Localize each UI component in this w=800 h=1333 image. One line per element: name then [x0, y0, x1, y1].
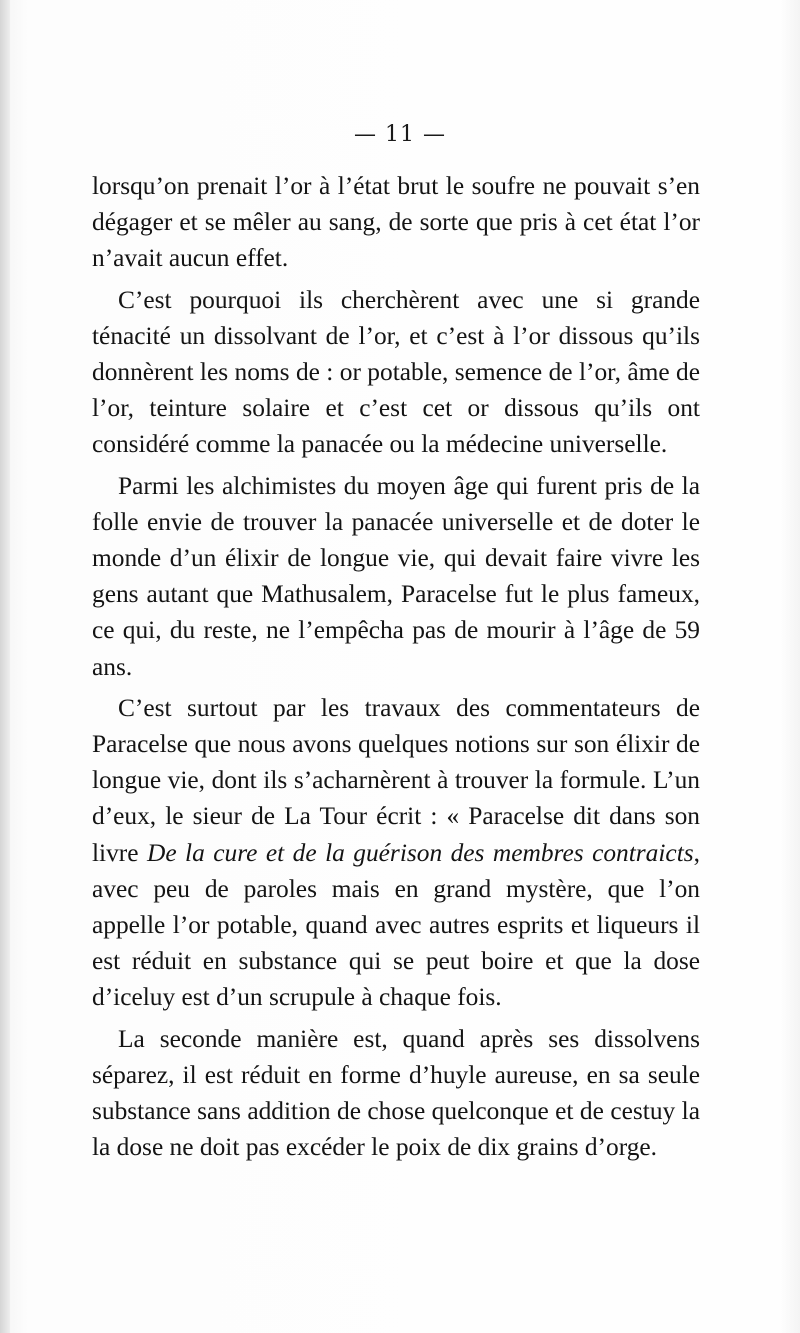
paragraph-4-end: , avec peu de paroles mais en grand mystère, que l’on appelle l’or potable, quand avec autres esprits et liqueurs il est réduit en substance qui se peut boire et que la dose d’iceluy est d’un scrupule à chaque fois.	[92, 838, 700, 1012]
paragraph-1: lorsqu’on prenait l’or à l’état brut le soufre ne pouvait s’en dégager et se mêler au sang, de sorte que pris à cet état l’or n’avait aucun effet.	[92, 172, 700, 273]
page-gutter-shadow	[0, 0, 10, 1333]
paragraph-4	[92, 690, 700, 1016]
paragraph-5: La seconde manière est, quand après ses dissolvens séparez, il est réduit en forme d’huyle aureuse, en sa seule substance sans addition de chose quelconque et de cestuy la la dose ne doit pas excéder le poix de dix grains d’orge.	[92, 1024, 700, 1162]
paragraph-2: C’est pourquoi ils cherchèrent avec une si grande ténacité un dissolvant de l’or, et c’est à l’or dissous qu’ils donnèrent les noms de : or potable, semence de l’or, âme de l’or, teinture solaire et c’est cet or dissous qu’ils ont considéré comme la panacée ou la médecine universelle.	[92, 285, 700, 459]
paragraph-3: Parmi les alchimistes du moyen âge qui furent pris de la folle envie de trouver la panacée universelle et de doter le monde d’un élixir de longue vie, qui devait faire vivre les gens autant que Mathusalem, Paracelse fut le plus fameux, ce qui, du reste, ne l’empêcha pas de mourir à l’âge de 59 ans.	[92, 471, 700, 681]
body-text	[92, 168, 700, 1170]
paragraph-4-start: C’est surtout par les travaux des commentateurs de Paracelse que nous avons quelques notions sur son élixir de longue vie, dont ils s’acharnèrent à trouver la formule. L’un d’eux, le sieur de La Tour écrit : « Paracelse dit dans son livre	[92, 693, 700, 867]
page-number: — 11 —	[354, 122, 446, 147]
book-title: De la cure et de la guérison des membres contraicts	[146, 838, 694, 867]
